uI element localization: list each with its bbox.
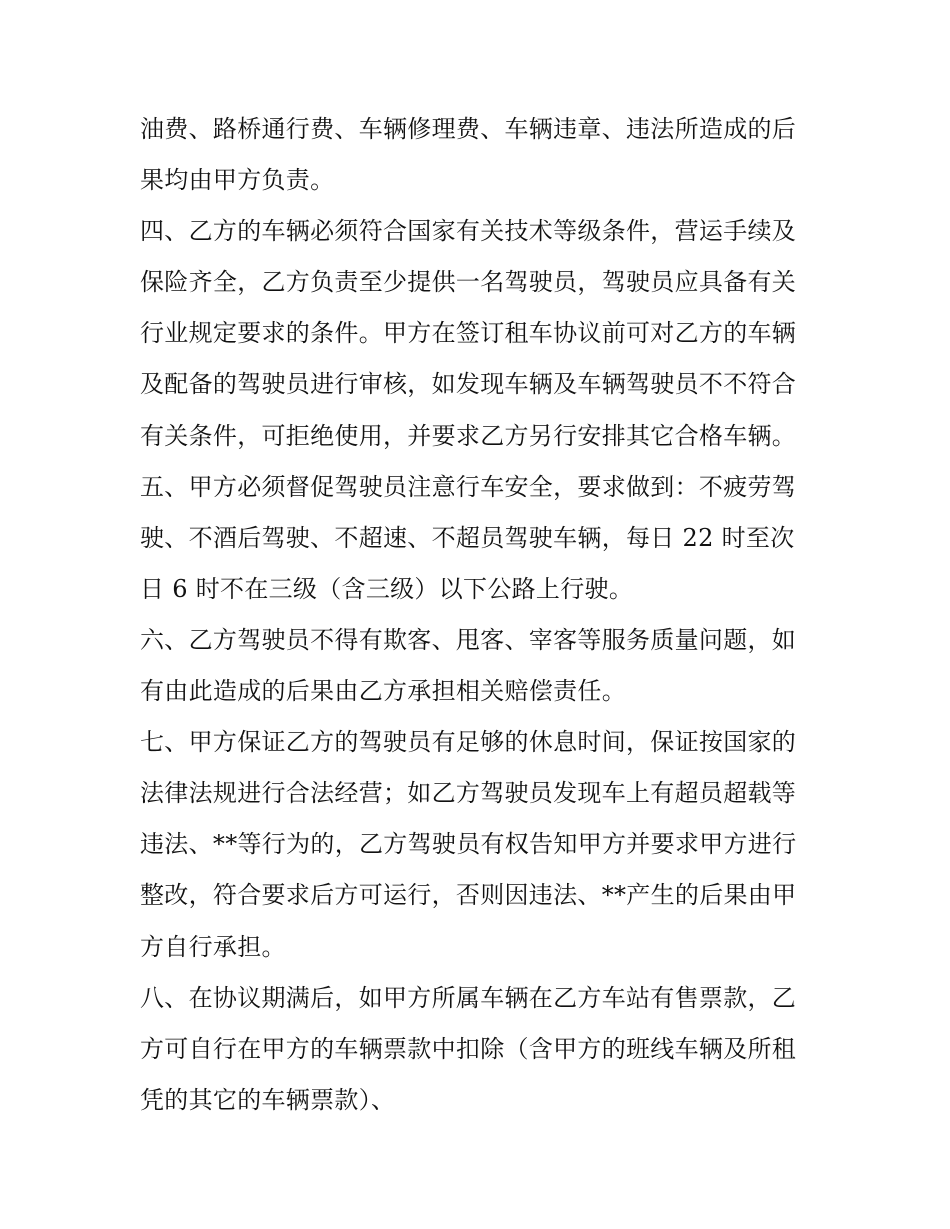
clause-six-start: 六、乙方驾驶员不得有欺客、甩客、宰客等服务质量问题，如 bbox=[140, 625, 797, 654]
text-line: 果均由甲方负责。 bbox=[140, 166, 335, 195]
text-line: 有关条件，可拒绝使用，并要求乙方另行安排其它合格车辆。 bbox=[140, 421, 797, 450]
text-line: 行业规定要求的条件。甲方在签订租车协议前可对乙方的车辆 bbox=[140, 319, 797, 348]
text-line: 及配备的驾驶员进行审核，如发现车辆及车辆驾驶员不不符合 bbox=[140, 370, 797, 399]
text-line: 有由此造成的后果由乙方承担相关赔偿责任。 bbox=[140, 677, 626, 706]
text-line: 违法、**等行为的，乙方驾驶员有权告知甲方并要求甲方进行 bbox=[140, 830, 797, 859]
text-line: 油费、路桥通行费、车辆修理费、车辆违章、违法所造成的后 bbox=[140, 115, 797, 143]
clause-seven-start: 七、甲方保证乙方的驾驶员有足够的休息时间，保证按国家的 bbox=[140, 728, 797, 757]
document-body bbox=[140, 104, 812, 1126]
clause-five-start: 五、甲方必须督促驾驶员注意行车安全，要求做到：不疲劳驾 bbox=[140, 472, 797, 501]
clause-eight-start: 八、在协议期满后，如甲方所属车辆在乙方车站有售票款，乙 bbox=[140, 983, 797, 1012]
text-line: 保险齐全，乙方负责至少提供一名驾驶员，驾驶员应具备有关 bbox=[140, 268, 797, 297]
clause-four-start: 四、乙方的车辆必须符合国家有关技术等级条件，营运手续及 bbox=[140, 217, 797, 246]
text-line: 方自行承担。 bbox=[140, 932, 286, 961]
text-line: 法律法规进行合法经营；如乙方驾驶员发现车上有超员超载等 bbox=[140, 779, 797, 808]
text-line: 凭的其它的车辆票款）、 bbox=[140, 1085, 396, 1114]
text-line: 方可自行在甲方的车辆票款中扣除（含甲方的班线车辆及所租 bbox=[140, 1034, 797, 1063]
text-line: 日 6 时不在三级（含三级）以下公路上行驶。 bbox=[140, 574, 634, 603]
text-line: 驶、不酒后驾驶、不超速、不超员驾驶车辆，每日 22 时至次 bbox=[140, 523, 795, 552]
text-line: 整改，符合要求后方可运行，否则因违法、**产生的后果由甲 bbox=[140, 881, 797, 910]
